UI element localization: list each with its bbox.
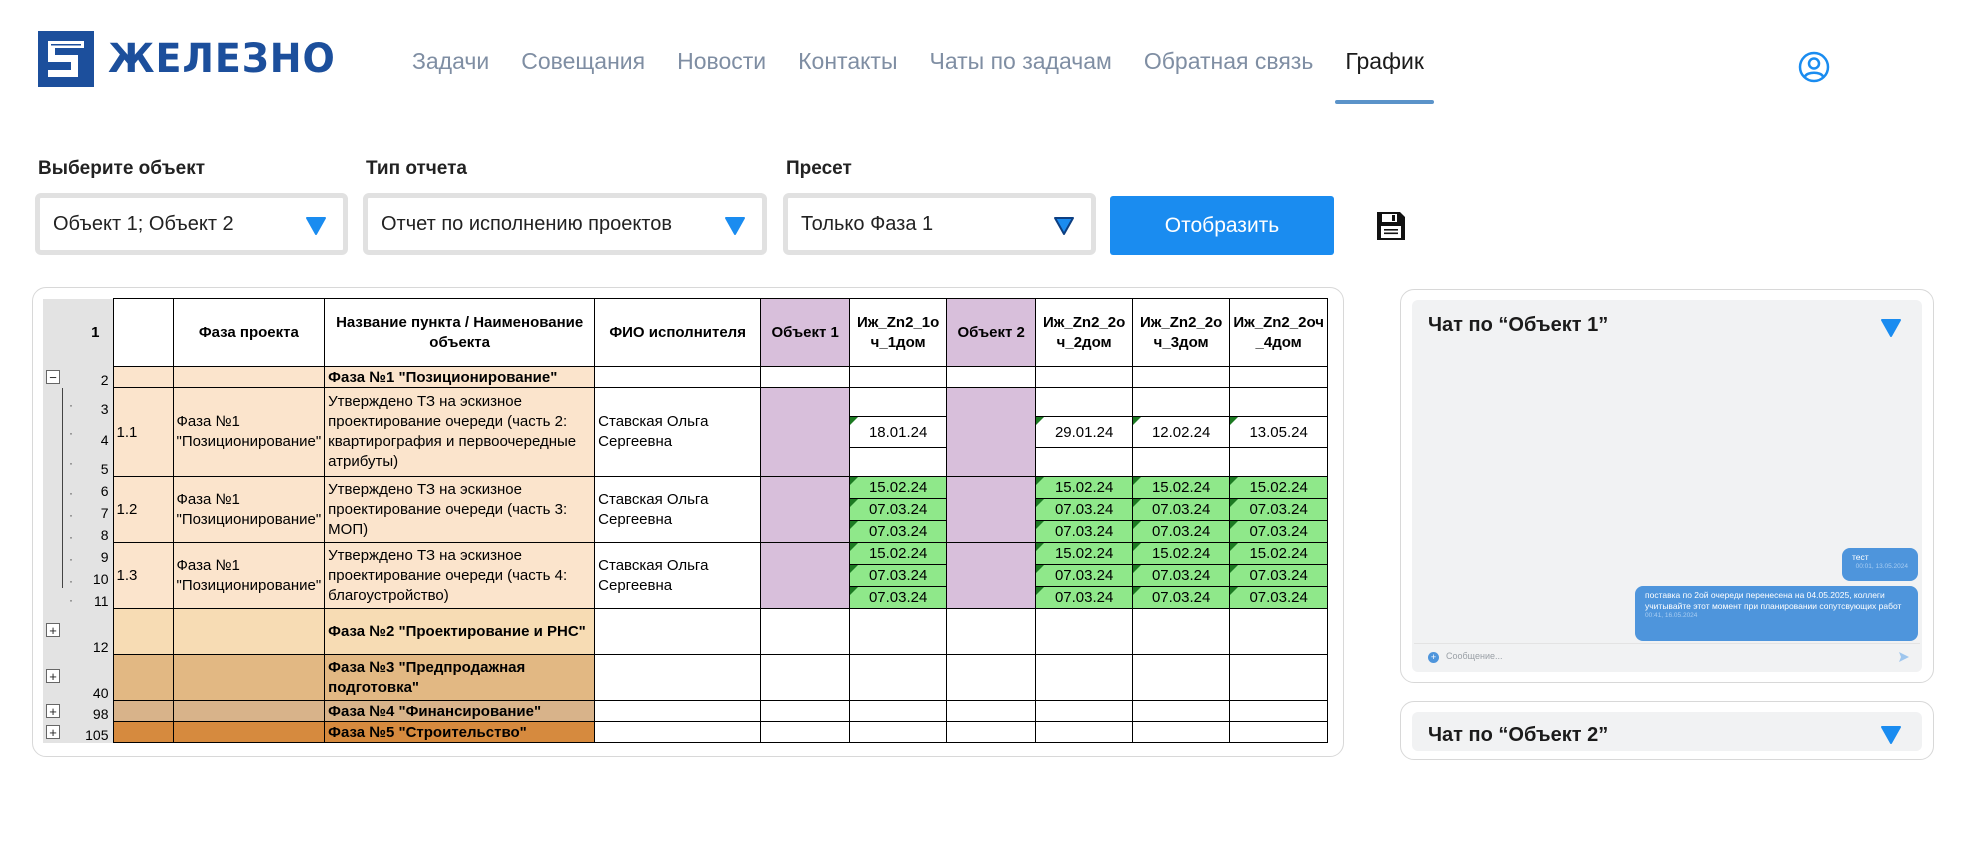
chat-message-time: 00:01, 13.05.2024 xyxy=(1855,563,1908,570)
table-cell xyxy=(850,367,947,388)
chat-body xyxy=(1412,712,1922,751)
row-number: 4 xyxy=(79,417,113,448)
item-executor: Ставская Ольга Сергеевна xyxy=(595,543,761,609)
brand-name: ЖЕЛЕЗНО xyxy=(108,36,336,82)
expand-toggle[interactable]: + xyxy=(46,704,60,718)
outline-dot: · xyxy=(69,551,73,566)
gutter xyxy=(43,609,79,655)
table-cell xyxy=(947,367,1036,388)
date-cell[interactable]: 07.03.24 xyxy=(1230,499,1328,521)
table-cell xyxy=(173,655,325,701)
date-cell[interactable]: 07.03.24 xyxy=(1036,565,1133,587)
object-2-cell xyxy=(947,477,1036,543)
table-cell xyxy=(1036,722,1133,743)
row-number: 6 xyxy=(79,477,113,499)
date-cell[interactable]: 15.02.24 xyxy=(850,543,947,565)
header-phase: Фаза проекта xyxy=(173,299,325,367)
date-cell[interactable]: 07.03.24 xyxy=(1133,565,1230,587)
table-cell xyxy=(1230,655,1328,701)
table-row xyxy=(43,388,1328,417)
date-cell[interactable]: 13.05.24 xyxy=(1230,417,1328,448)
date-cell[interactable]: 07.03.24 xyxy=(1036,499,1133,521)
chat-title: Чат по “Объект 1” xyxy=(1428,314,1609,336)
table-cell xyxy=(595,609,761,655)
header-col-1: Иж_Zn2_1оч_1дом xyxy=(850,299,947,367)
table-cell xyxy=(113,701,173,722)
date-cell[interactable]: 15.02.24 xyxy=(850,477,947,499)
table-cell xyxy=(1036,367,1133,388)
row-number: 7 xyxy=(79,499,113,521)
app-header xyxy=(0,0,1986,110)
preset-select[interactable] xyxy=(783,193,1096,255)
chat-message-text: поставка по 2ой очереди перенесена на 04.05.2025, коллеги учитывайте этот момент при планировании сопутсвующих работ xyxy=(1645,590,1902,611)
date-cell[interactable]: 07.03.24 xyxy=(1230,587,1328,609)
chat-input[interactable]: Сообщение... xyxy=(1446,651,1503,661)
table-cell xyxy=(947,655,1036,701)
dropdown-arrow-icon xyxy=(305,216,327,236)
nav-item-tasks[interactable]: Задачи xyxy=(412,48,490,74)
nav-item-meetings[interactable]: Совещания xyxy=(521,48,646,74)
table-cell xyxy=(1230,609,1328,655)
preset-label: Пресет xyxy=(786,158,852,179)
date-cell[interactable]: 15.02.24 xyxy=(1133,543,1230,565)
object-1-cell xyxy=(761,477,850,543)
table-cell xyxy=(761,722,850,743)
phase-title: Фаза №3 "Предпродажная подготовка" xyxy=(325,655,595,701)
phase-title: Фаза №5 "Строительство" xyxy=(325,722,595,743)
table-cell xyxy=(1036,609,1133,655)
date-cell[interactable]: 07.03.24 xyxy=(850,521,947,543)
row-number: 1 xyxy=(79,299,113,367)
item-executor: Ставская Ольга Сергеевна xyxy=(595,388,761,477)
outline-dot: · xyxy=(69,507,73,522)
table-cell xyxy=(113,722,173,743)
date-cell[interactable]: 07.03.24 xyxy=(850,565,947,587)
table-cell xyxy=(1036,388,1133,417)
table-cell xyxy=(850,609,947,655)
nav-item-contacts[interactable]: Контакты xyxy=(798,48,898,74)
date-cell[interactable]: 07.03.24 xyxy=(1036,521,1133,543)
table-cell xyxy=(1036,701,1133,722)
object-select-value: Объект 1; Объект 2 xyxy=(53,212,234,235)
row-number: 2 xyxy=(79,367,113,388)
table-row xyxy=(43,543,1328,565)
date-cell[interactable]: 12.02.24 xyxy=(1133,417,1230,448)
outline-dot: · xyxy=(69,455,73,470)
chat-message xyxy=(1842,548,1918,581)
gutter xyxy=(43,367,79,388)
header-col-4: Иж_Zn2_2оч_4дом xyxy=(1230,299,1328,367)
table-cell xyxy=(850,701,947,722)
table-cell xyxy=(173,367,325,388)
table-cell xyxy=(173,701,325,722)
table-cell xyxy=(113,299,173,367)
report-type-select-value: Отчет по исполнению проектов xyxy=(381,212,672,235)
date-cell[interactable]: 07.03.24 xyxy=(1133,521,1230,543)
row-number: 3 xyxy=(79,388,113,417)
date-cell[interactable]: 07.03.24 xyxy=(1036,587,1133,609)
dropdown-arrow-icon[interactable] xyxy=(1880,725,1902,745)
table-row xyxy=(43,477,1328,499)
row-number: 5 xyxy=(79,448,113,477)
table-cell xyxy=(947,722,1036,743)
header-executor: ФИО исполнителя xyxy=(595,299,761,367)
table-cell xyxy=(850,722,947,743)
table-cell xyxy=(1036,655,1133,701)
date-cell[interactable]: 29.01.24 xyxy=(1036,417,1133,448)
outline-dot: · xyxy=(69,529,73,544)
outline-dot: · xyxy=(69,485,73,500)
table-row xyxy=(43,655,1328,701)
table-cell xyxy=(850,448,947,477)
table-cell xyxy=(1133,609,1230,655)
outline-dot: · xyxy=(69,425,73,440)
chat-message-text: тест xyxy=(1852,552,1869,562)
date-cell[interactable]: 15.02.24 xyxy=(1230,543,1328,565)
date-cell[interactable]: 15.02.24 xyxy=(1230,477,1328,499)
table-cell xyxy=(1230,388,1328,417)
table-header-row xyxy=(43,299,1328,367)
item-phase: Фаза №1 "Позиционирование" xyxy=(173,477,325,543)
expand-toggle[interactable]: + xyxy=(46,623,60,637)
dropdown-arrow-icon[interactable] xyxy=(1880,318,1902,338)
dropdown-arrow-icon xyxy=(1053,216,1075,236)
header-col-3: Иж_Zn2_2оч_3дом xyxy=(1133,299,1230,367)
date-cell[interactable]: 15.02.24 xyxy=(1133,477,1230,499)
item-name: Утверждено ТЗ на эскизное проектирование очереди (часть 3: МОП) xyxy=(325,477,595,543)
table-cell xyxy=(1230,448,1328,477)
expand-toggle[interactable]: + xyxy=(46,725,60,739)
chat-panel-object-2 xyxy=(1400,701,1934,760)
phase-title: Фаза №2 "Проектирование и РНС" xyxy=(325,609,595,655)
gutter xyxy=(43,701,79,722)
table-cell xyxy=(1133,701,1230,722)
row-number: 10 xyxy=(79,565,113,587)
table-cell xyxy=(173,722,325,743)
table-cell xyxy=(1133,448,1230,477)
phase-title: Фаза №1 "Позиционирование" xyxy=(325,367,595,388)
table-row xyxy=(43,367,1328,388)
date-cell[interactable]: 07.03.24 xyxy=(850,499,947,521)
chat-body xyxy=(1412,300,1922,672)
object-filter-label: Выберите объект xyxy=(38,158,206,179)
header-name: Название пункта / Наименование объекта xyxy=(325,299,595,367)
gutter xyxy=(43,722,79,743)
table-row xyxy=(43,609,1328,655)
table-cell xyxy=(947,609,1036,655)
date-cell[interactable]: 07.03.24 xyxy=(1230,521,1328,543)
nav-item-news[interactable]: Новости xyxy=(677,48,767,74)
table-cell xyxy=(595,655,761,701)
outline-dot: · xyxy=(69,397,73,412)
outline-dot: · xyxy=(69,592,73,607)
table-cell xyxy=(947,701,1036,722)
table-cell xyxy=(113,367,173,388)
table-cell xyxy=(1036,448,1133,477)
dropdown-arrow-icon xyxy=(724,216,746,236)
nav-item-schedule[interactable]: График xyxy=(1345,48,1424,74)
nav-item-task-chats[interactable]: Чаты по задачам xyxy=(929,48,1112,74)
row-number: 11 xyxy=(79,587,113,609)
object-select[interactable] xyxy=(35,193,348,255)
item-executor: Ставская Ольга Сергеевна xyxy=(595,477,761,543)
save-icon[interactable] xyxy=(1375,210,1407,242)
date-cell[interactable]: 15.02.24 xyxy=(1036,543,1133,565)
preset-select-value: Только Фаза 1 xyxy=(801,212,934,235)
table-cell xyxy=(761,609,850,655)
item-number: 1.3 xyxy=(113,543,173,609)
table-cell xyxy=(1133,722,1230,743)
item-name: Утверждено ТЗ на эскизное проектирование очереди (часть 4: благоустройство) xyxy=(325,543,595,609)
date-cell[interactable]: 07.03.24 xyxy=(1133,499,1230,521)
outline-dot: · xyxy=(69,573,73,588)
table-cell xyxy=(595,701,761,722)
item-number: 1.2 xyxy=(113,477,173,543)
object-2-cell xyxy=(947,388,1036,477)
chat-message-time: 00:41, 16.05.2024 xyxy=(1645,612,1698,619)
row-number: 8 xyxy=(79,521,113,543)
row-number: 12 xyxy=(79,609,113,655)
table-cell xyxy=(761,367,850,388)
chat-input-bar xyxy=(1414,643,1920,670)
table-cell xyxy=(113,609,173,655)
table-cell xyxy=(850,388,947,417)
table-row xyxy=(43,722,1328,743)
main-nav xyxy=(412,48,1456,75)
table-cell xyxy=(1230,701,1328,722)
show-button[interactable]: Отобразить xyxy=(1110,196,1334,255)
expand-toggle[interactable]: + xyxy=(46,669,60,683)
item-phase: Фаза №1 "Позиционирование" xyxy=(173,388,325,477)
table-cell xyxy=(850,655,947,701)
report-type-label: Тип отчета xyxy=(366,158,467,179)
object-2-cell xyxy=(947,543,1036,609)
table-cell xyxy=(1133,388,1230,417)
item-name: Утверждено ТЗ на эскизное проектирование очереди (часть 2: квартирография и первоочередные атрибуты) xyxy=(325,388,595,477)
table-cell xyxy=(761,655,850,701)
table-cell xyxy=(1230,367,1328,388)
header-object-2: Объект 2 xyxy=(947,299,1036,367)
object-1-cell xyxy=(761,543,850,609)
date-cell[interactable]: 07.03.24 xyxy=(1133,587,1230,609)
nav-item-feedback[interactable]: Обратная связь xyxy=(1143,48,1314,74)
header-object-1: Объект 1 xyxy=(761,299,850,367)
chat-title: Чат по “Объект 2” xyxy=(1428,724,1609,746)
table-cell xyxy=(1133,655,1230,701)
date-cell[interactable]: 15.02.24 xyxy=(1036,477,1133,499)
phase-title: Фаза №4 "Финансирование" xyxy=(325,701,595,722)
outline-line xyxy=(62,388,63,588)
table-cell xyxy=(1133,367,1230,388)
item-number: 1.1 xyxy=(113,388,173,477)
gutter xyxy=(43,299,79,367)
table-cell xyxy=(113,655,173,701)
gutter xyxy=(43,655,79,701)
row-number: 9 xyxy=(79,543,113,565)
object-1-cell xyxy=(761,388,850,477)
account-icon[interactable] xyxy=(1798,51,1830,83)
report-table xyxy=(43,298,1328,743)
send-icon[interactable] xyxy=(1898,651,1910,663)
table-cell xyxy=(595,367,761,388)
date-cell[interactable]: 07.03.24 xyxy=(1230,565,1328,587)
table-cell xyxy=(595,722,761,743)
table-cell xyxy=(1230,722,1328,743)
date-cell[interactable]: 18.01.24 xyxy=(850,417,947,448)
table-cell xyxy=(761,701,850,722)
report-table-panel xyxy=(32,287,1344,757)
date-cell[interactable]: 07.03.24 xyxy=(850,587,947,609)
chat-panel-object-1 xyxy=(1400,289,1934,683)
logo-mark-icon xyxy=(38,31,94,87)
logo[interactable] xyxy=(38,30,348,88)
table-row xyxy=(43,701,1328,722)
row-number: 105 xyxy=(79,722,113,743)
row-number: 40 xyxy=(79,655,113,701)
report-type-select[interactable] xyxy=(363,193,767,255)
attach-icon[interactable]: + xyxy=(1428,652,1439,663)
row-number: 98 xyxy=(79,701,113,722)
item-phase: Фаза №1 "Позиционирование" xyxy=(173,543,325,609)
header-col-2: Иж_Zn2_2оч_2дом xyxy=(1036,299,1133,367)
collapse-toggle[interactable]: − xyxy=(46,370,60,384)
chat-message xyxy=(1635,586,1918,641)
table-cell xyxy=(173,609,325,655)
gutter xyxy=(43,388,79,609)
